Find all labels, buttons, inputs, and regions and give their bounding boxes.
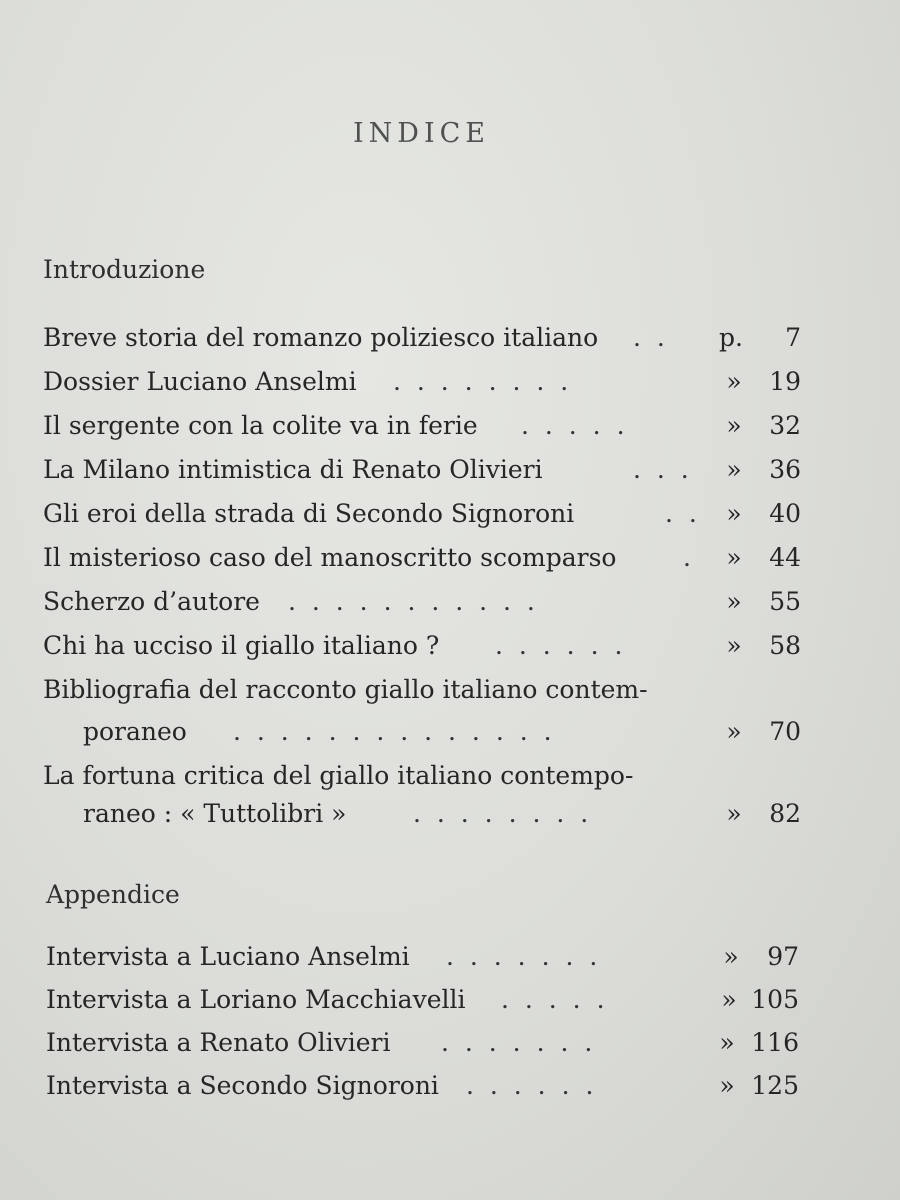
- toc-entry-title: Gli eroi della strada di Secondo Signoroni: [43, 499, 575, 528]
- toc-page-marker: »: [726, 455, 742, 484]
- toc-leader-dots: . .: [665, 499, 701, 528]
- toc-entry-title: Intervista a Secondo Signoroni: [46, 1071, 439, 1100]
- toc-leader-dots: . . . . . .: [466, 1071, 598, 1100]
- toc-entry: [43, 450, 803, 490]
- toc-leader-dots: . . . . .: [501, 985, 609, 1014]
- toc-page-marker: »: [726, 543, 742, 572]
- toc-leader-dots: . . . . . .: [495, 631, 627, 660]
- toc-entry-title: Intervista a Loriano Macchiavelli: [46, 985, 466, 1014]
- section-heading-introduzione: Introduzione: [43, 255, 206, 284]
- toc-entry-title: Breve storia del romanzo poliziesco italiano: [43, 323, 599, 352]
- toc-page-marker: »: [726, 799, 742, 828]
- toc-entry-title-line1: La fortuna critica del giallo italiano contempo-: [43, 761, 634, 790]
- section-heading-appendice: Appendice: [46, 880, 180, 909]
- toc-page-number: 40: [769, 499, 801, 528]
- toc-page-number: 44: [769, 543, 801, 572]
- toc-page-marker: »: [721, 985, 737, 1014]
- toc-page-number: 58: [769, 631, 801, 660]
- toc-entry: [43, 626, 803, 666]
- toc-page-number: 55: [769, 587, 801, 616]
- toc-leader-dots: . . . . . . . .: [393, 367, 573, 396]
- toc-page-number: 7: [785, 323, 801, 352]
- toc-entry-title: Scherzo d’autore: [43, 587, 260, 616]
- toc-page-number: 82: [769, 799, 801, 828]
- toc-leader-dots: . . . . . . . .: [413, 799, 593, 828]
- page-title: INDICE: [353, 118, 490, 149]
- toc-page-number: 97: [767, 942, 799, 971]
- toc-entry: [43, 582, 803, 622]
- toc-entry: [43, 406, 803, 446]
- toc-leader-dots: . . . . . . .: [446, 942, 602, 971]
- toc-entry: [43, 794, 803, 834]
- toc-page-number: 116: [751, 1028, 799, 1057]
- toc-entry: [43, 538, 803, 578]
- toc-page-marker: »: [726, 717, 742, 746]
- toc-page-marker: »: [726, 587, 742, 616]
- toc-entry-title: Intervista a Renato Olivieri: [46, 1028, 391, 1057]
- toc-entry: [46, 1023, 806, 1063]
- toc-entry-title-line1: Bibliografia del racconto giallo italiano contem-: [43, 675, 648, 704]
- toc-leader-dots: . . . . . . . . . . .: [288, 587, 539, 616]
- toc-page-number: 32: [769, 411, 801, 440]
- toc-entry-title: Il sergente con la colite va in ferie: [43, 411, 478, 440]
- toc-page-number: 36: [769, 455, 801, 484]
- toc-page-number: 19: [769, 367, 801, 396]
- toc-entry: [43, 712, 803, 752]
- toc-entry-title: Chi ha ucciso il giallo italiano ?: [43, 631, 440, 660]
- toc-page-marker: »: [719, 1071, 735, 1100]
- toc-page-marker: »: [723, 942, 739, 971]
- toc-leader-dots: . . .: [633, 455, 693, 484]
- toc-entry: [43, 318, 803, 358]
- toc-entry: [46, 980, 806, 1020]
- toc-entry: [43, 362, 803, 402]
- toc-page-marker: »: [726, 631, 742, 660]
- toc-entry-title: Il misterioso caso del manoscritto scomparso: [43, 543, 617, 572]
- toc-entry-title: La Milano intimistica di Renato Olivieri: [43, 455, 543, 484]
- toc-leader-dots: . .: [633, 323, 669, 352]
- toc-page-marker: »: [726, 411, 742, 440]
- toc-entry: [46, 1066, 806, 1106]
- toc-entry-title: Intervista a Luciano Anselmi: [46, 942, 410, 971]
- toc-leader-dots: . . . . .: [521, 411, 629, 440]
- toc-page-marker: »: [719, 1028, 735, 1057]
- toc-entry: [43, 494, 803, 534]
- toc-entry-title: raneo : « Tuttolibri »: [83, 799, 347, 828]
- toc-page-number: 125: [751, 1071, 799, 1100]
- toc-page-number: 105: [751, 985, 799, 1014]
- toc-page-marker: »: [726, 367, 742, 396]
- toc-entry: [46, 937, 806, 977]
- toc-page-marker: »: [726, 499, 742, 528]
- toc-leader-dots: . . . . . . . . . . . . . .: [233, 717, 556, 746]
- toc-entry-title: Dossier Luciano Anselmi: [43, 367, 357, 396]
- toc-page-marker: p.: [719, 323, 743, 352]
- toc-leader-dots: . . . . . . .: [441, 1028, 597, 1057]
- toc-entry-title: poraneo: [83, 717, 187, 746]
- toc-page-number: 70: [769, 717, 801, 746]
- toc-leader-dots: .: [683, 543, 695, 572]
